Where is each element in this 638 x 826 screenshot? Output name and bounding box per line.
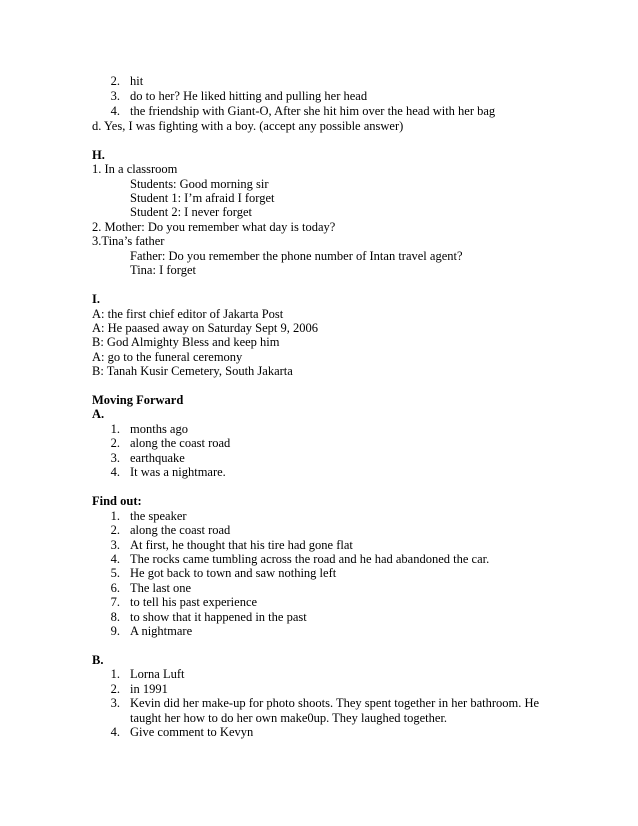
list-item: months ago bbox=[130, 422, 188, 436]
list-number: 2. bbox=[110, 436, 120, 450]
list-number: 6. bbox=[110, 581, 120, 595]
text-line: B: God Almighty Bless and keep him bbox=[92, 335, 280, 349]
text-line: A: He paased away on Saturday Sept 9, 2006 bbox=[92, 321, 318, 335]
list-number: 3. bbox=[110, 451, 120, 465]
list-item: The rocks came tumbling across the road and he had abandoned the car. bbox=[130, 552, 490, 566]
list-item: earthquake bbox=[130, 451, 185, 465]
list-item: A nightmare bbox=[130, 624, 193, 638]
text-line: A: go to the funeral ceremony bbox=[92, 350, 243, 364]
list-number: 3. bbox=[110, 538, 120, 552]
list-item: the speaker bbox=[130, 509, 187, 523]
list-number: 1. bbox=[110, 667, 120, 681]
text-line: Student 2: I never forget bbox=[130, 205, 252, 219]
list-number: 4. bbox=[110, 465, 120, 479]
list-number: 2. bbox=[110, 682, 120, 696]
text-line: 2. Mother: Do you remember what day is today? bbox=[92, 220, 336, 234]
list-item: Kevin did her make-up for photo shoots. They spent together in her bathroom. He bbox=[130, 696, 540, 710]
list-number: 2. bbox=[110, 523, 120, 537]
list-item: The last one bbox=[130, 581, 192, 595]
text-line: 1. In a classroom bbox=[92, 162, 178, 176]
text-line: Tina: I forget bbox=[130, 263, 196, 277]
list-item: along the coast road bbox=[130, 436, 231, 450]
list-item: do to her? He liked hitting and pulling her head bbox=[130, 89, 368, 103]
section-heading: H. bbox=[92, 148, 105, 162]
text-line: A: the first chief editor of Jakarta Post bbox=[92, 307, 284, 321]
list-item: along the coast road bbox=[130, 523, 231, 537]
list-number: 1. bbox=[110, 509, 120, 523]
list-item: the friendship with Giant-O, After she hit him over the head with her bag bbox=[130, 104, 496, 118]
list-number: 8. bbox=[110, 610, 120, 624]
section-subheading: A. bbox=[92, 407, 105, 421]
list-number: 7. bbox=[110, 595, 120, 609]
list-item-continuation: taught her how to do her own make0up. They laughed together. bbox=[130, 711, 448, 725]
text-line: Students: Good morning sir bbox=[130, 177, 269, 191]
section-heading: B. bbox=[92, 653, 104, 667]
list-item: to show that it happened in the past bbox=[130, 610, 307, 624]
list-item: Lorna Luft bbox=[130, 667, 185, 681]
list-item: to tell his past experience bbox=[130, 595, 258, 609]
list-number: 4. bbox=[110, 552, 120, 566]
list-number: 2. bbox=[110, 74, 120, 88]
list-item: in 1991 bbox=[130, 682, 168, 696]
list-number: 3. bbox=[110, 696, 120, 710]
list-number: 4. bbox=[110, 104, 120, 118]
list-item: He got back to town and saw nothing left bbox=[130, 566, 337, 580]
list-number: 1. bbox=[110, 422, 120, 436]
text-line: Student 1: I’m afraid I forget bbox=[130, 191, 275, 205]
text-line: Father: Do you remember the phone number of Intan travel agent? bbox=[130, 249, 463, 263]
text-line: B: Tanah Kusir Cemetery, South Jakarta bbox=[92, 364, 293, 378]
answer-line: d. Yes, I was fighting with a boy. (accept any possible answer) bbox=[92, 119, 404, 133]
list-number: 9. bbox=[110, 624, 120, 638]
list-number: 5. bbox=[110, 566, 120, 580]
list-number: 4. bbox=[110, 725, 120, 739]
list-item: Give comment to Kevyn bbox=[130, 725, 254, 739]
text-line: 3.Tina’s father bbox=[92, 234, 165, 248]
list-number: 3. bbox=[110, 89, 120, 103]
section-heading: Find out: bbox=[92, 494, 142, 508]
section-heading: I. bbox=[92, 292, 100, 306]
list-item: It was a nightmare. bbox=[130, 465, 226, 479]
section-heading: Moving Forward bbox=[92, 393, 184, 407]
list-item: hit bbox=[130, 74, 144, 88]
list-item: At first, he thought that his tire had gone flat bbox=[130, 538, 353, 552]
